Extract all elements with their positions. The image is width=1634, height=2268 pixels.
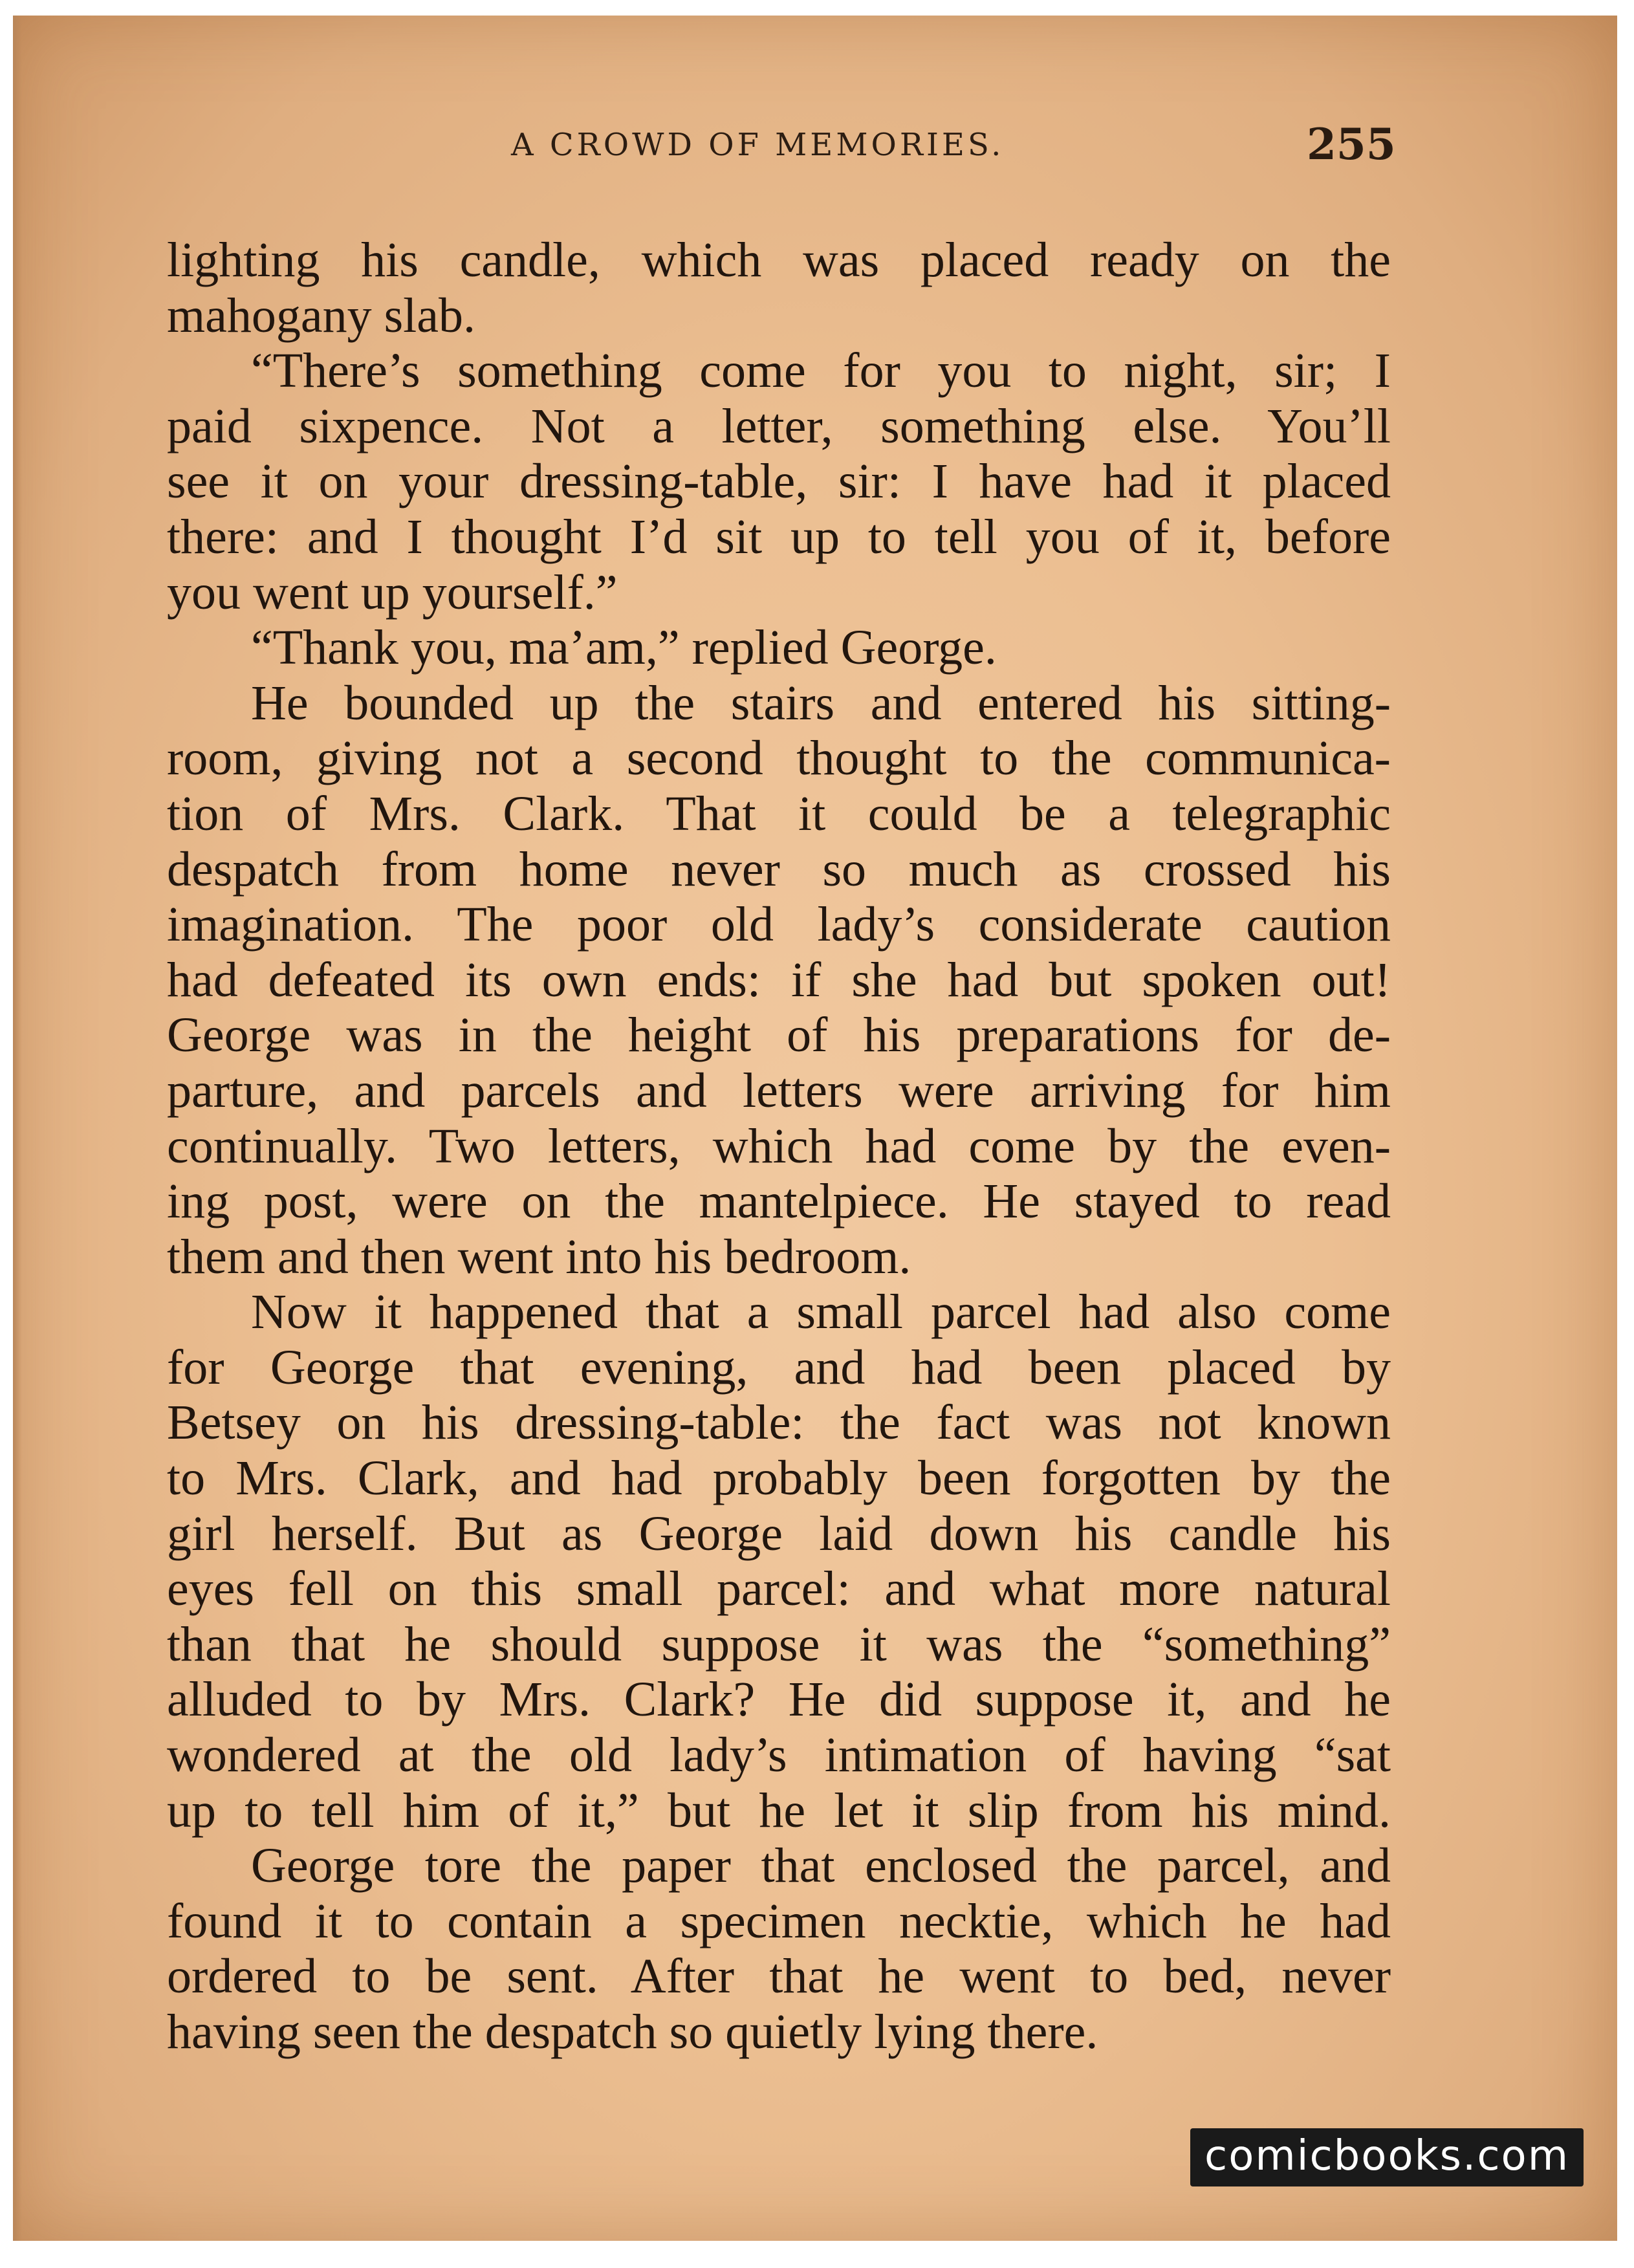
text-line: there: and I thought I’d sit up to tell you of it, before [167, 509, 1391, 564]
text-line: alluded to by Mrs. Clark? He did suppose it, and he [167, 1672, 1391, 1727]
running-head: A CROWD OF MEMORIES. [511, 127, 1005, 163]
text-line: despatch from home never so much as crossed his [167, 842, 1391, 897]
text-line: tion of Mrs. Clark. That it could be a telegraphic [167, 786, 1391, 841]
text-line: up to tell him of it,” but he let it slip from his mind. [167, 1783, 1391, 1838]
text-line: girl herself. But as George laid down his candle his [167, 1506, 1391, 1561]
text-line: lighting his candle, which was placed ready on the [167, 233, 1391, 287]
text-line: imagination. The poor old lady’s considerate caution [167, 897, 1391, 952]
text-line: Now it happened that a small parcel had also come [251, 1285, 1391, 1340]
body-text [167, 233, 1391, 2060]
text-line: “Thank you, ma’am,” replied George. [251, 620, 997, 675]
text-line: for George that evening, and had been placed by [167, 1340, 1391, 1395]
watermark-logo: comicbooks.com [1190, 2128, 1584, 2186]
text-line: than that he should suppose it was the “something” [167, 1617, 1391, 1672]
text-line: George was in the height of his preparations for de- [167, 1008, 1391, 1063]
text-line: George tore the paper that enclosed the parcel, and [251, 1838, 1391, 1893]
text-line: parture, and parcels and letters were arriving for him [167, 1063, 1391, 1118]
text-line: eyes fell on this small parcel: and what more natural [167, 1562, 1391, 1617]
text-line: room, giving not a second thought to the communica- [167, 731, 1391, 786]
text-line: ordered to be sent. After that he went to bed, never [167, 1949, 1391, 2004]
text-line: wondered at the old lady’s intimation of having “sat [167, 1728, 1391, 1783]
page-number: 255 [1307, 119, 1396, 169]
text-line: having seen the despatch so quietly lying there. [167, 2005, 1098, 2059]
text-line: He bounded up the stairs and entered his sitting- [251, 675, 1391, 730]
text-line: mahogany slab. [167, 288, 476, 343]
text-line: Betsey on his dressing-table: the fact was not known [167, 1395, 1391, 1450]
text-line: you went up yourself.” [167, 565, 618, 620]
text-line: had defeated its own ends: if she had but spoken out! [167, 952, 1391, 1007]
text-line: continually. Two letters, which had come by the even- [167, 1118, 1391, 1173]
text-line: them and then went into his bedroom. [167, 1229, 911, 1284]
book-page [13, 16, 1617, 2241]
text-line: to Mrs. Clark, and had probably been forgotten by the [167, 1451, 1391, 1506]
page-edge-shadow [13, 16, 22, 2241]
text-line: see it on your dressing-table, sir: I have had it placed [167, 454, 1391, 509]
text-line: “There’s something come for you to night, sir; I [251, 343, 1391, 398]
text-line: paid sixpence. Not a letter, something else. You’ll [167, 398, 1391, 453]
text-line: found it to contain a specimen necktie, which he had [167, 1893, 1391, 1948]
text-line: ing post, were on the mantelpiece. He stayed to read [167, 1174, 1391, 1229]
